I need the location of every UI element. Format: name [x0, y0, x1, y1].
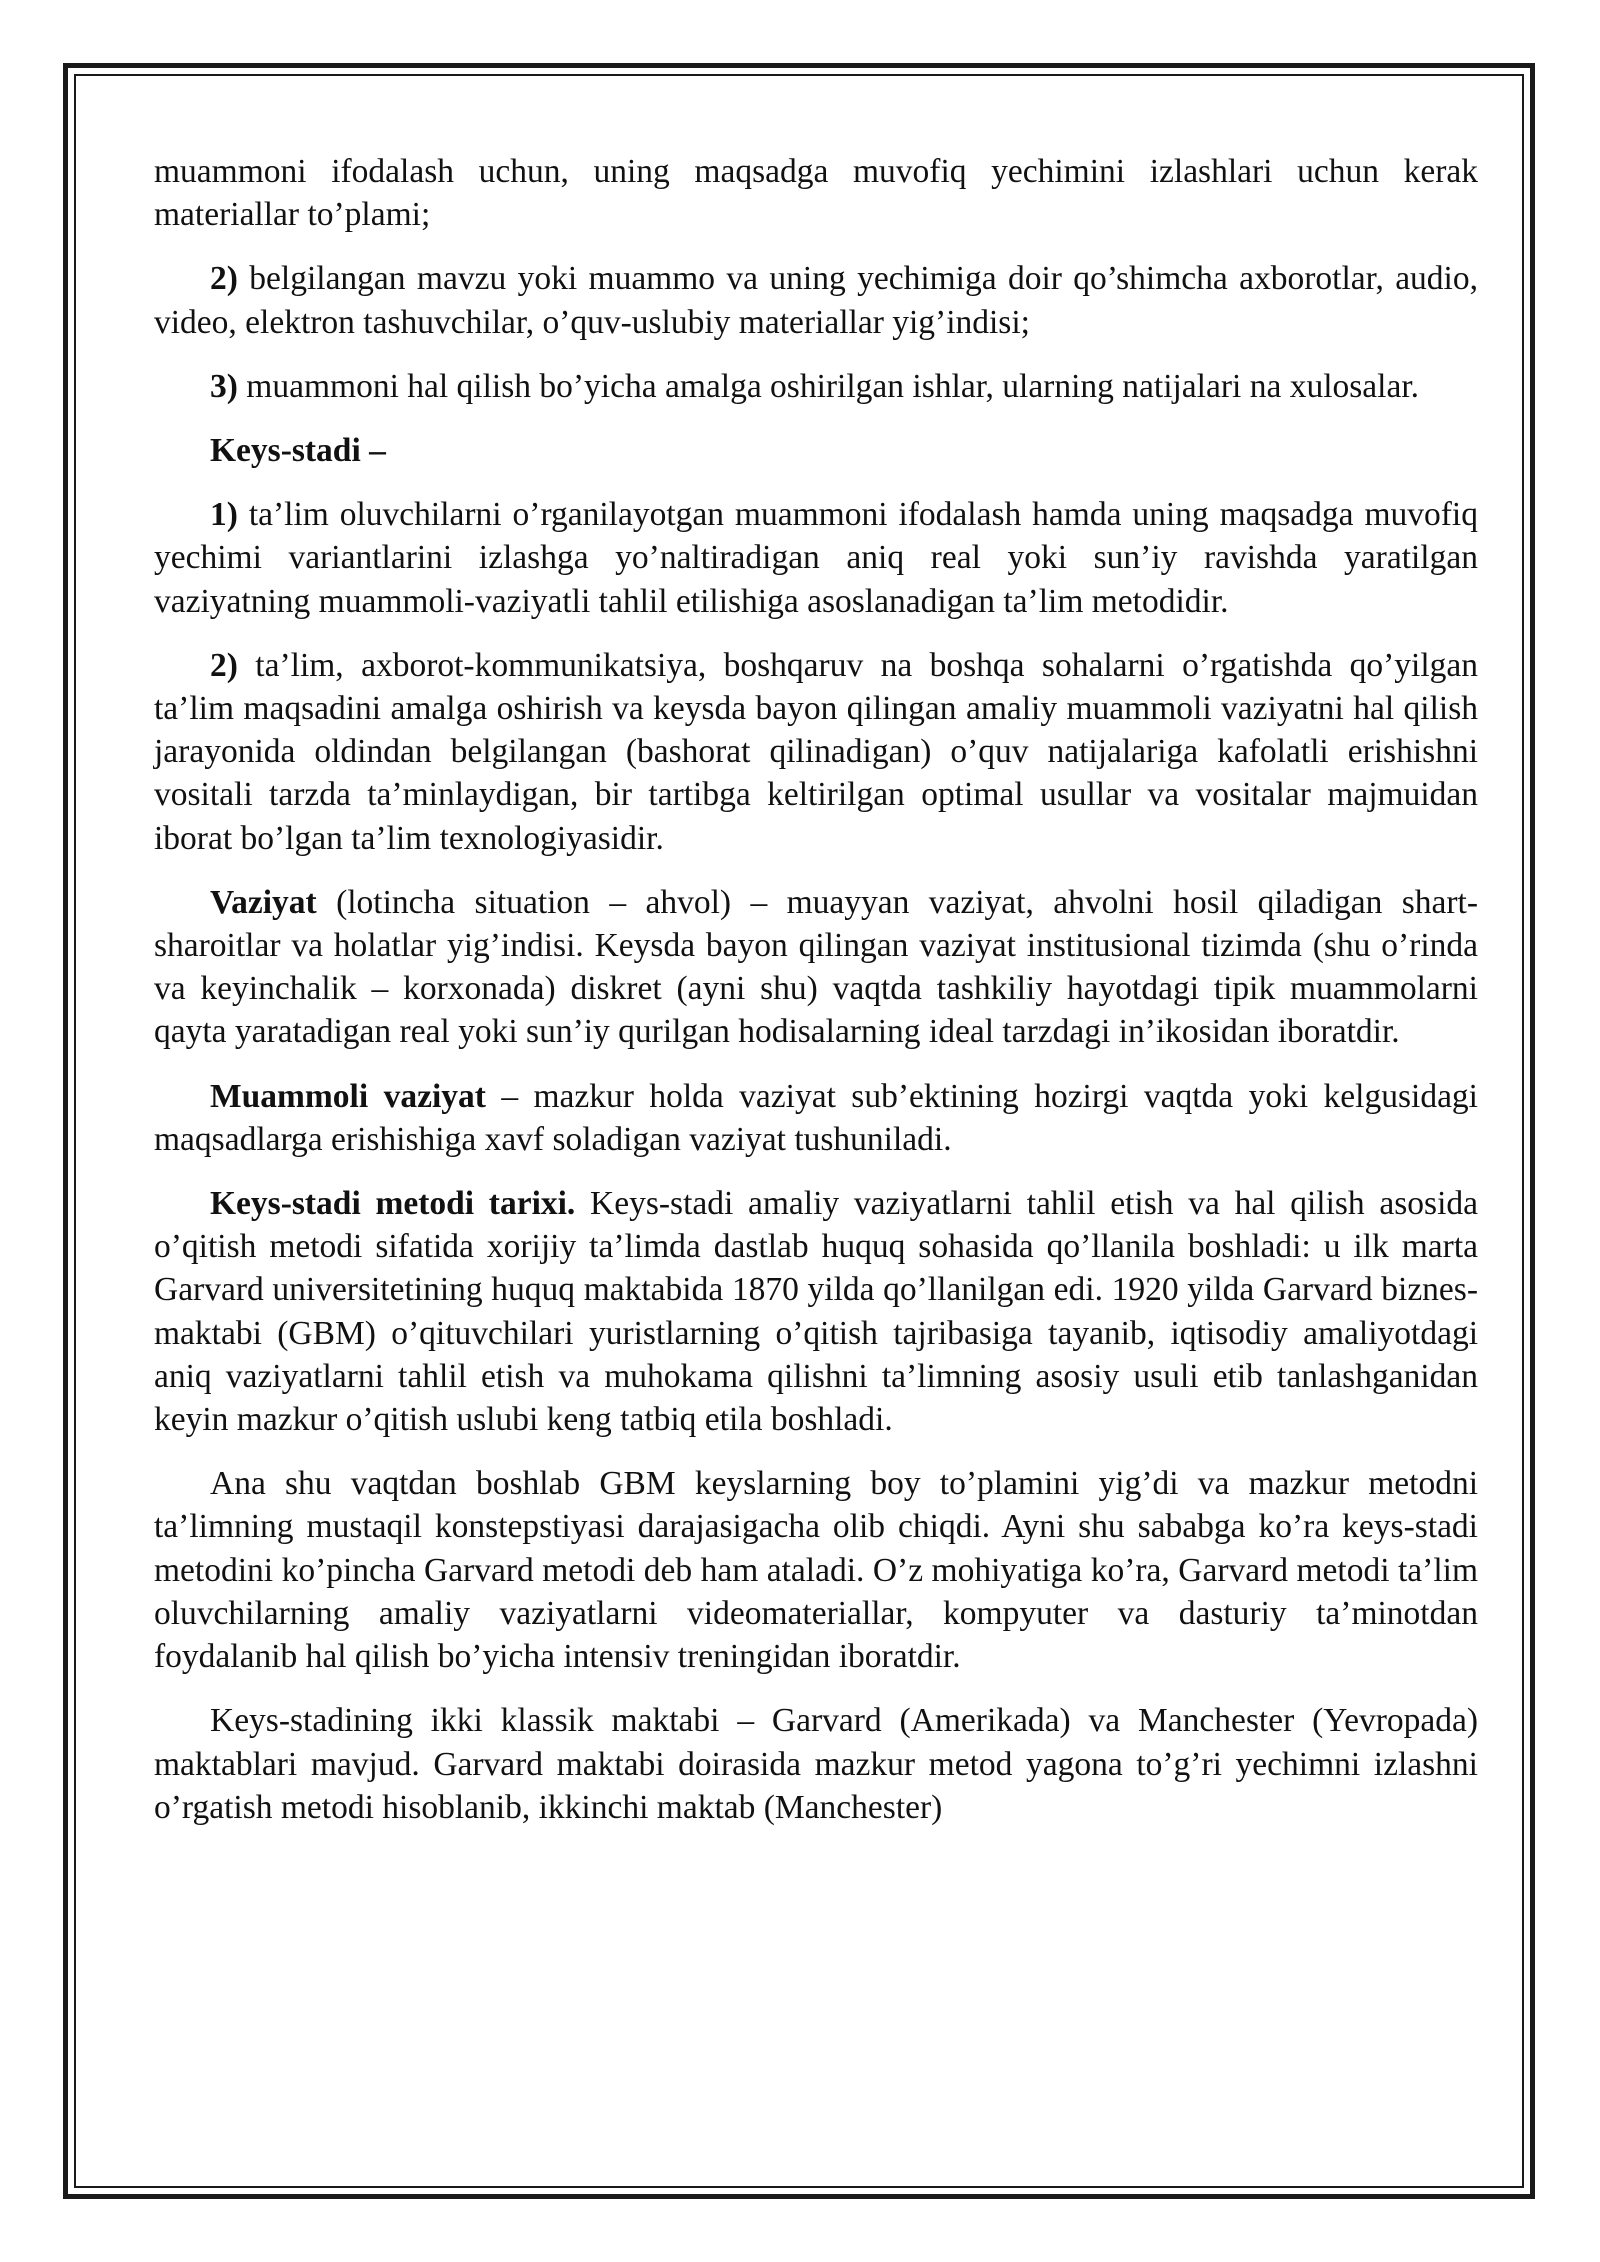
- paragraph-lead: 3): [210, 367, 238, 405]
- paragraph-lead: 2): [210, 646, 238, 684]
- paragraph-lead: 1): [210, 496, 238, 534]
- paragraph-item-2: [154, 257, 1478, 343]
- paragraph-text: (lotincha situation – ahvol) – muayyan vaziyat, ahvolni hosil qiladigan shart-sharoitlar va holatlar yig’indisi. Keysda bayon qilingan vaziyat institusional tizimda (shu o’rinda va keyinchalik – korxonada) diskret (ayni shu) vaqtda tashkiliy hayotdagi tipik muammolarni qayta yaratadigan real yoki sun’iy qurilgan hodisalarning ideal tarzdagi in’ikosidan iboratdir.: [154, 883, 1478, 1051]
- paragraph-text: Keys-stadining ikki klassik maktabi – Garvard (Amerikada) va Manchester (Yevropada) maktablari mavjud. Garvard maktabi doirasida mazkur metod yagona to’g’ri yechimni izlashni o’rgatish metodi hisoblanib, ikkinchi maktab (Manchester): [154, 1702, 1478, 1826]
- paragraph-lead: 2): [210, 260, 238, 298]
- paragraph-text: ta’lim oluvchilarni o’rganilayotgan muammoni ifodalash hamda uning maqsadga muvofiq yechimi variantlarini izlashga yo’naltiradigan aniq real yoki sun’iy ravishda yaratilgan vaziyatning muammoli-vaziyatli tahlil etilishiga asoslanadigan ta’lim metodidir.: [154, 496, 1478, 620]
- paragraph-text: belgilangan mavzu yoki muammo va uning yechimiga doir qo’shimcha axborotlar, audio, video, elektron tashuvchilar, o’quv-uslubiy materiallar yig’indisi;: [154, 260, 1478, 341]
- definition-vaziyat: [154, 881, 1478, 1054]
- paragraph-text: – mazkur holda vaziyat sub’ektining hozirgi vaqtda yoki kelgusidagi maqsadlarga erishishiga xavf soladigan vaziyat tushuniladi.: [154, 1077, 1478, 1158]
- paragraph-lead: Keys-stadi –: [210, 432, 386, 470]
- definition-muammoli-vaziyat: [154, 1075, 1478, 1161]
- paragraph-schools: [154, 1699, 1478, 1829]
- paragraph-text: ta’lim, axborot-kommunikatsiya, boshqaruv na boshqa sohalarni o’rgatishda qo’yilgan ta’lim maqsadini amalga oshirish va keysda bayon qilingan amaliy muammoli vaziyatni hal qilish jarayonida oldindan belgilangan (bashorat qilinadigan) o’quv natijalariga kafolatli erishishni vositali tarzda ta’minlaydigan, bir tartibga keltirilgan optimal usullar va vositalar majmuidan iborat bo’lgan ta’lim texnologiyasidir.: [154, 646, 1478, 857]
- definition-item-1: [154, 493, 1478, 623]
- paragraph-lead: Vaziyat: [210, 883, 317, 921]
- document-body: [154, 150, 1478, 1829]
- paragraph-continuation: [154, 150, 1478, 236]
- history-paragraph: [154, 1182, 1478, 1441]
- definition-item-2: [154, 644, 1478, 860]
- paragraph-text: muammoni hal qilish bo’yicha amalga oshirilgan ishlar, ularning natijalari na xulosalar.: [237, 367, 1420, 405]
- paragraph-item-3: [154, 365, 1478, 408]
- paragraph-lead: Muammoli vaziyat: [210, 1077, 486, 1115]
- section-heading-keys-stadi: [154, 429, 1478, 472]
- paragraph-gbm: [154, 1462, 1478, 1678]
- paragraph-text: muammoni ifodalash uchun, uning maqsadga muvofiq yechimini izlashlari uchun kerak materiallar to’plami;: [154, 153, 1478, 234]
- paragraph-lead: Keys-stadi metodi tarixi.: [210, 1185, 576, 1223]
- paragraph-text: Keys-stadi amaliy vaziyatlarni tahlil etish va hal qilish asosida o’qitish metodi sifatida xorijiy ta’limda dastlab huquq sohasida qo’llanila boshladi: u ilk marta Garvard universitetining huquq maktabida 1870 yilda qo’llanilgan edi. 1920 yilda Garvard biznes-maktabi (GBM) o’qituvchilari yuristlarning o’qitish tajribasiga tayanib, iqtisodiy amaliyotdagi aniq vaziyatlarni tahlil etish va muhokama qilishni ta’limning asosiy usuli etib tanlashganidan keyin mazkur o’qitish uslubi keng tatbiq etila boshladi.: [154, 1185, 1478, 1439]
- paragraph-text: Ana shu vaqtdan boshlab GBM keyslarning boy to’plamini yig’di va mazkur metodni ta’limning mustaqil konstepstiyasi darajasigacha olib chiqdi. Ayni shu sababga ko’ra keys-stadi metodini ko’pincha Garvard metodi deb ham ataladi. O’z mohiyatiga ko’ra, Garvard metodi ta’lim oluvchilarning amaliy vaziyatlarni videomateriallar, kompyuter va dasturiy ta’minotdan foydalanib hal qilish bo’yicha intensiv treningidan iboratdir.: [154, 1465, 1478, 1676]
